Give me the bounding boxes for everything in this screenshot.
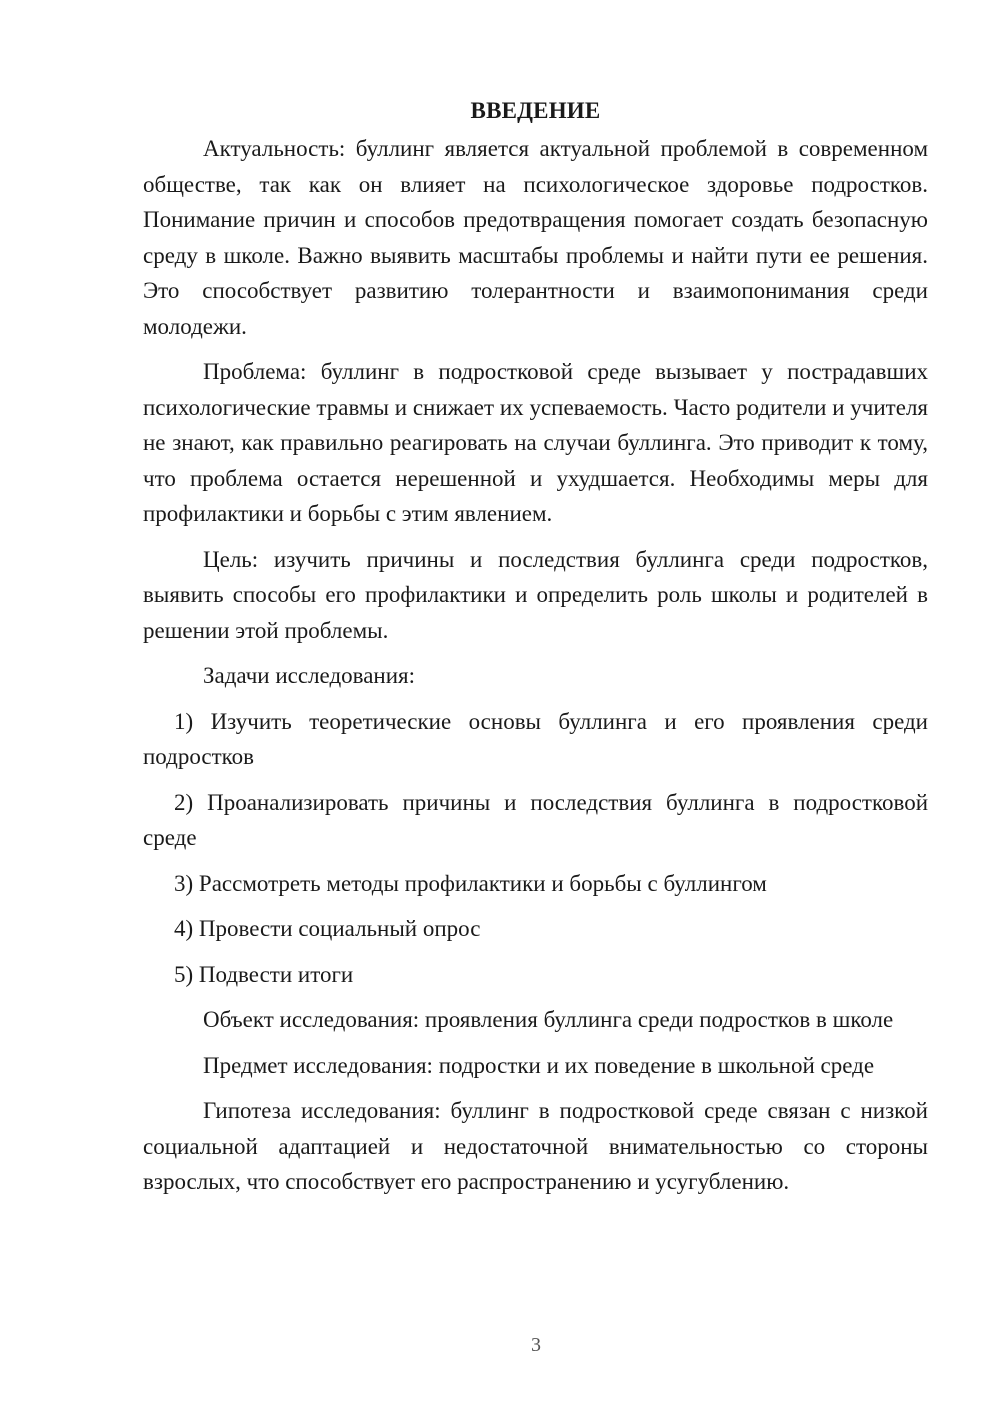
paragraph-hypothesis: Гипотеза исследования: буллинг в подростковой среде связан с низкой социальной адаптацией и недостаточной внимательностью со стороны взрослых, что способствует его распространению и усугублению.: [143, 1098, 928, 1194]
paragraph-object: Объект исследования: проявления буллинга среди подростков в школе: [203, 1007, 894, 1032]
list-item: 1) Изучить теоретические основы буллинга и его проявления среди подростков: [143, 708, 928, 769]
list-item: 2) Проанализировать причины и последствия буллинга в подростковой среде: [143, 789, 928, 850]
document-title: ВВЕДЕНИЕ: [470, 98, 601, 123]
paragraph-subject: Предмет исследования: подростки и их поведение в школьной среде: [203, 1052, 875, 1078]
document-page: [143, 95, 928, 1325]
paragraph-actuality: Актуальность: буллинг является актуальной проблемой в современном обществе, так как он влияет на психологическое здоровье подростков. Понимание причин и способов предотвращения помогает создать безопасную среду в школе. Важно выявить масштабы проблемы и найти пути ее решения. Это способствует развитию толерантности и взаимопонимания среди молодежи.: [143, 136, 928, 339]
tasks-list: [143, 704, 928, 993]
page-number: 3: [531, 1334, 541, 1356]
list-item: 4) Провести социальный опрос: [174, 916, 481, 941]
list-item: 3) Рассмотреть методы профилактики и борьбы с буллингом: [174, 870, 767, 896]
paragraph-goal: Цель: изучить причины и последствия буллинга среди подростков, выявить способы его профилактики и определить роль школы и родителей в решении этой проблемы.: [143, 546, 928, 643]
list-item: 5) Подвести итоги: [174, 961, 354, 987]
tasks-heading: Задачи исследования:: [203, 663, 416, 688]
paragraph-problem: Проблема: буллинг в подростковой среде вызывает у пострадавших психологические травмы и снижает их успеваемость. Часто родители и учителя не знают, как правильно реагировать на случаи буллинга. Это приводит к тому, что проблема остается нерешенной и ухудшается. Необходимы меры для профилактики и борьбы с этим явлением.: [143, 359, 928, 526]
